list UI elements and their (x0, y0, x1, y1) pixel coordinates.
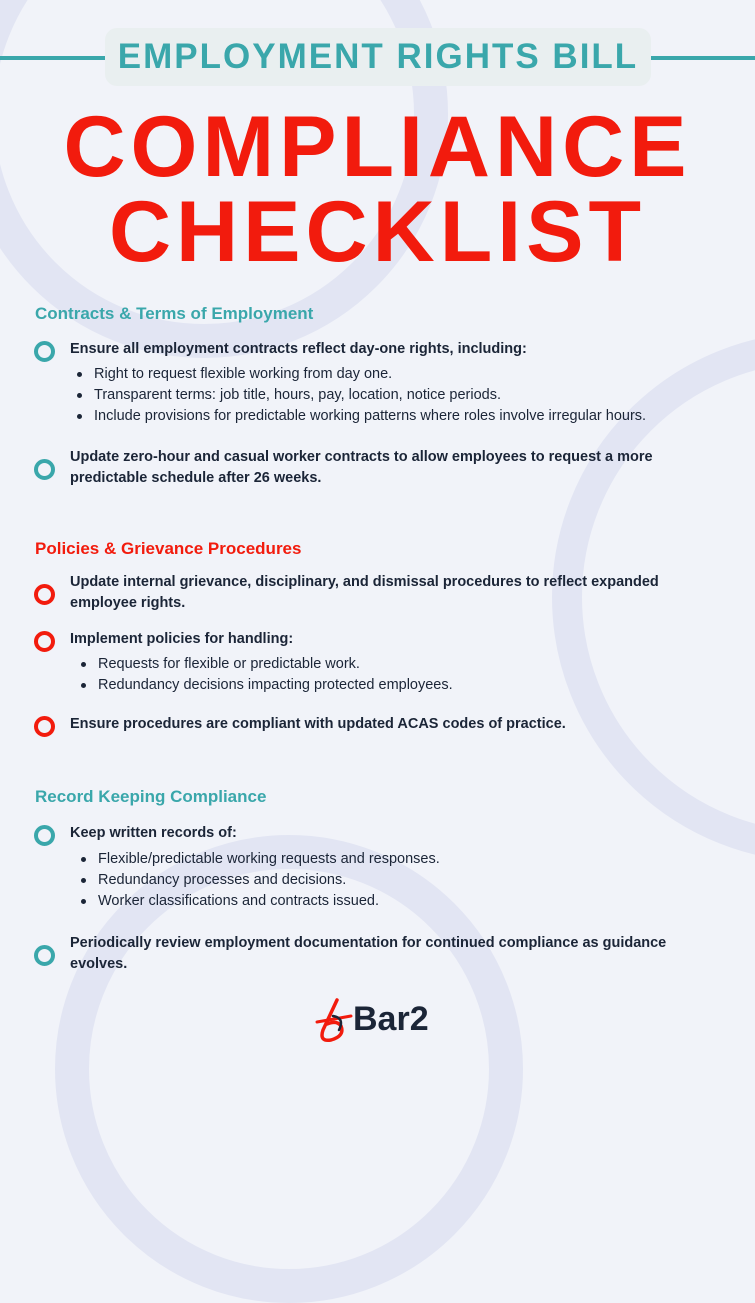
header-rule-left (0, 56, 108, 60)
checkbox-ring-icon[interactable] (34, 631, 55, 652)
checkbox-ring-icon[interactable] (34, 459, 55, 480)
section-title-contracts: Contracts & Terms of Employment (35, 304, 314, 323)
list-item: Include provisions for predictable working patterns where roles involve irregular hours. (70, 406, 720, 427)
checklist-item-text: Implement policies for handling: (70, 631, 294, 647)
section-title-policies: Policies & Grievance Procedures (35, 539, 302, 558)
list-item: Right to request flexible working from day one. (70, 364, 720, 385)
bullet-list (70, 364, 720, 427)
checklist-item-text: Update internal grievance, disciplinary, and dismissal procedures to reflect expanded employee rights. (70, 574, 659, 611)
checkbox-ring-icon[interactable] (34, 341, 55, 362)
page-title-line-2: CHECKLIST (108, 184, 647, 280)
section-title-records: Record Keeping Compliance (35, 787, 267, 806)
checklist-item-text: Ensure all employment contracts reflect day-one rights, including: (70, 341, 527, 357)
list-item: Flexible/predictable working requests and responses. (74, 849, 724, 870)
list-item: Worker classifications and contracts issued. (74, 891, 724, 912)
checklist-item-text: Update zero-hour and casual worker contracts to allow employees to request a more predictable schedule after 26 weeks. (70, 449, 653, 486)
logo-text: Bar2 (353, 1000, 429, 1038)
page-title-line-1: COMPLIANCE (63, 99, 692, 195)
list-item: Redundancy decisions impacting protected employees. (74, 675, 724, 696)
checkbox-ring-icon[interactable] (34, 716, 55, 737)
subtitle-banner (105, 28, 651, 86)
subtitle: EMPLOYMENT RIGHTS BILL (117, 37, 639, 76)
bullet-list (74, 849, 724, 912)
list-item: Transparent terms: job title, hours, pay, location, notice periods. (70, 385, 720, 406)
checklist-item-text: Keep written records of: (70, 825, 237, 841)
checkbox-ring-icon[interactable] (34, 945, 55, 966)
header-rule-right (648, 56, 755, 60)
bar2-logo (315, 996, 445, 1050)
bullet-list (74, 654, 724, 696)
checkbox-ring-icon[interactable] (34, 584, 55, 605)
checkbox-ring-icon[interactable] (34, 825, 55, 846)
list-item: Requests for flexible or predictable work. (74, 654, 724, 675)
checklist-item-text: Ensure procedures are compliant with updated ACAS codes of practice. (70, 716, 566, 732)
list-item: Redundancy processes and decisions. (74, 870, 724, 891)
checklist-item-text: Periodically review employment documentation for continued compliance as guidance evolves. (70, 935, 667, 972)
